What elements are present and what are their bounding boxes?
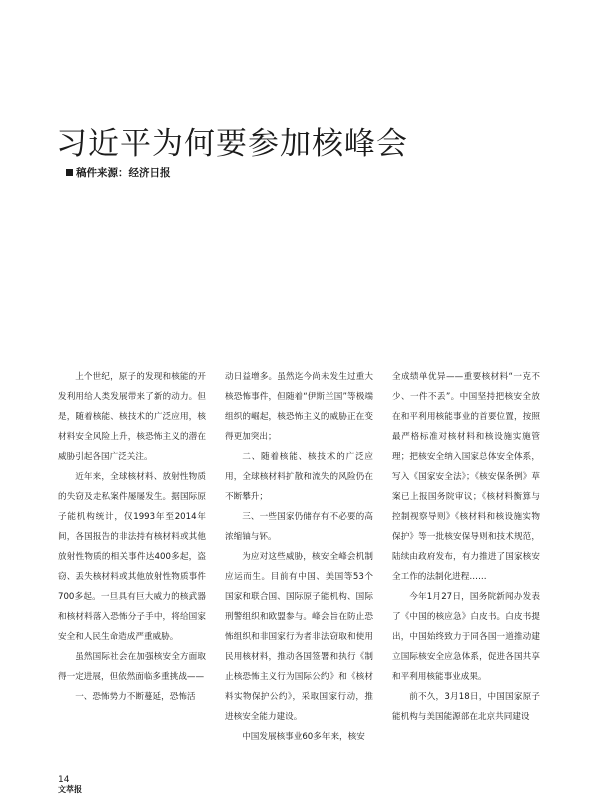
paragraph: 前不久，3月18日，中国国家原子能机构与美国能源部在北京共同建设	[392, 692, 540, 722]
paragraph-continued: 全成绩单优异——重要核材料“一克不少、一件不丢”。中国坚持把核安全放在和平利用核能事业的首要位置，按照最严格标准对核材料和核设施实施管理；把核安全纳入国家总体安全体系，写入《国家安全法》；《核安保条例》草案已上报国务院审议；《核材料衡算与控制视察导则》《核材料和核设施实物保护》等一批核安保导则和技术规范，陆续由政府发布，有力推进了国家核安全工作的法制化进程……	[392, 372, 540, 582]
article-column-2	[225, 367, 373, 747]
article-source	[66, 165, 171, 180]
paragraph: 上个世纪，原子的发现和核能的开发利用给人类发展带来了新的动力。但是，随着核能、核技术的广泛应用，核材料安全风险上升，核恐怖主义的潜在威胁引起各国广泛关注。	[58, 372, 206, 462]
paragraph: 虽然国际社会在加强核安全方面取得一定进展，但依然面临多重挑战——	[58, 652, 206, 682]
paragraph: 一、恐怖势力不断蔓延，恐怖活	[75, 692, 196, 702]
paragraph-continued: 动日益增多。虽然迄今尚未发生过重大核恐怖事件，但随着“伊斯兰国”等极端组织的崛起，核恐怖主义的威胁正在变得更加突出；	[225, 372, 373, 442]
paragraph: 近年来，全球核材料、放射性物质的失窃及走私案件屡屡发生。据国际原子能机构统计，仅1993年至2014年间，各国报告的非法持有核材料或其他放射性物质的相关事件达400多起，盗窃、丢失核材料或其他放射性物质事件700多起。一旦具有巨大威力的核武器和核材料落入恐怖分子手中，将给国家安全和人民生命造成严重威胁。	[58, 472, 206, 642]
page-footer	[58, 776, 82, 794]
paragraph: 三、一些国家仍储存有不必要的高浓缩铀与钚。	[225, 512, 373, 542]
paragraph: 今年1月27日，国务院新闻办发表了《中国的核应急》白皮书。白皮书提出，中国始终致力于同各国一道推动建立国际核安全应急体系，促进各国共享和平利用核能事业成果。	[392, 592, 540, 682]
square-bullet-icon	[66, 169, 73, 176]
paragraph: 二、随着核能、核技术的广泛应用，全球核材料扩散和流失的风险仍在不断攀升；	[225, 452, 373, 502]
article-title: 习近平为何要参加核峰会	[56, 126, 408, 162]
article-source-text: 稿件来源：经济日报	[76, 167, 171, 179]
publication-logo: 文萃报	[58, 784, 82, 794]
article-column-1	[58, 367, 206, 707]
paragraph: 为应对这些威胁，核安全峰会机制应运而生。目前有中国、美国等53个国家和联合国、国际原子能机构、国际刑警组织和欧盟参与。峰会旨在防止恐怖组织和非国家行为者非法窃取和使用民用核材料，推动各国签署和执行《制止核恐怖主义行为国际公约》和《核材料实物保护公约》，采取国家行动，推进核安全能力建设。	[225, 552, 373, 722]
article-column-3	[392, 367, 540, 727]
paragraph: 中国发展核事业60多年来，核安	[242, 732, 365, 742]
page-number: 14	[58, 775, 70, 785]
